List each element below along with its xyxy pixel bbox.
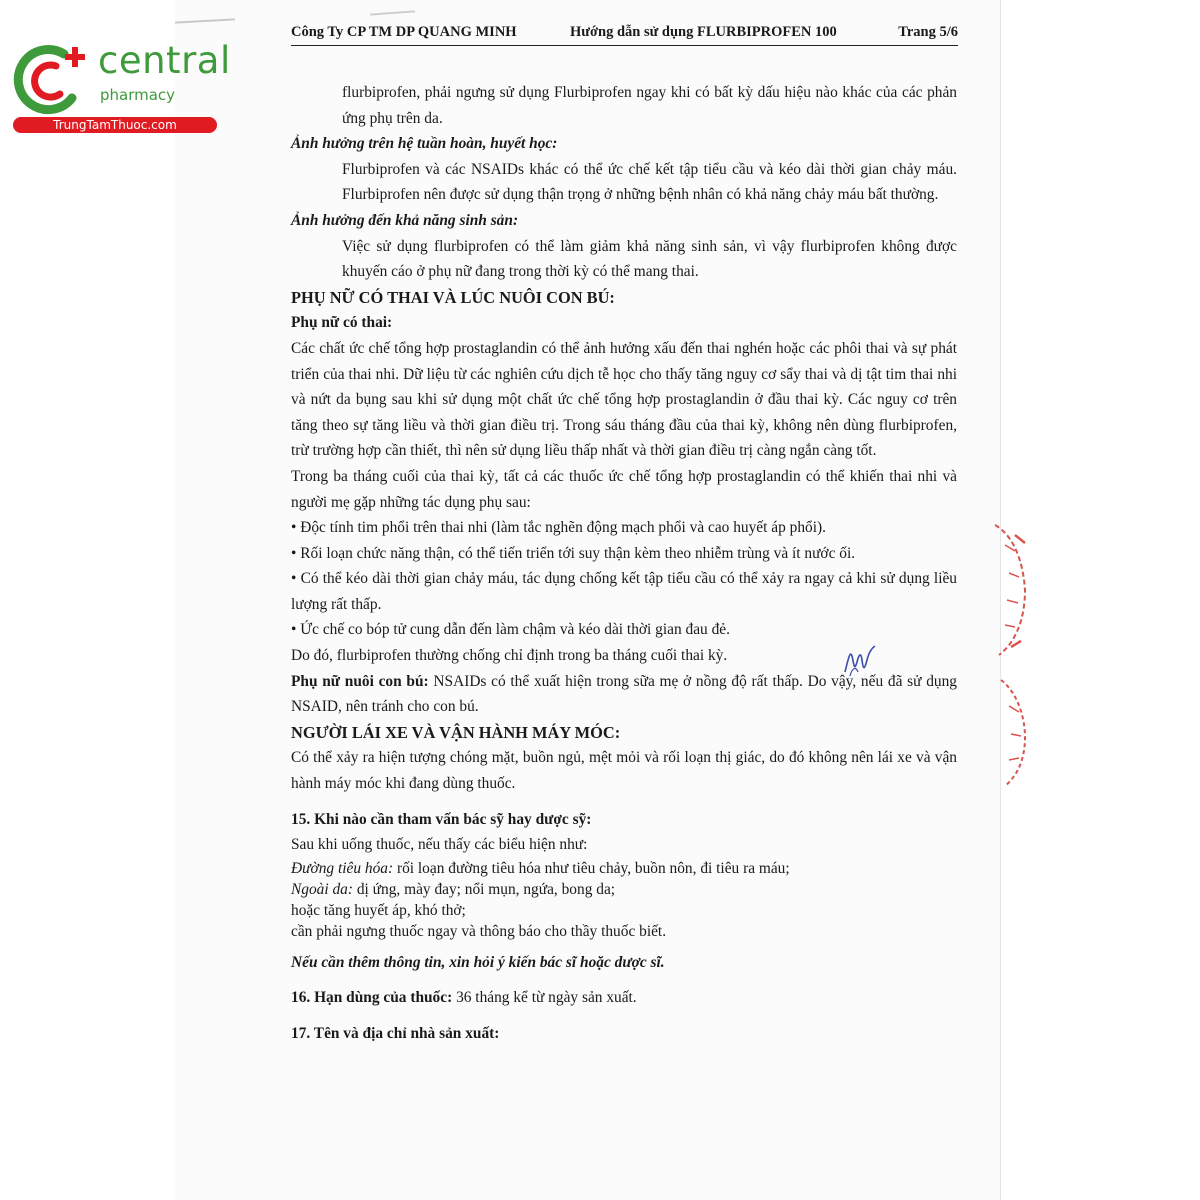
central-pharmacy-logo[interactable] (10, 38, 231, 138)
paragraph-more-info: Nếu cần thêm thông tin, xin hỏi ý kiến bác sĩ hoặc dược sĩ. (291, 953, 665, 971)
paragraph-bp: hoặc tăng huyết áp, khó thở; (291, 901, 466, 919)
paragraph-skin (291, 879, 957, 900)
skin-label: Ngoài da: (291, 880, 353, 898)
logo-brand: central (98, 39, 231, 82)
paragraph-skin-continued: flurbiprofen, phải ngưng sử dụng Flurbiprofen ngay khi có bất kỳ dấu hiệu nào khác của các phản ứng phụ trên da. (342, 84, 957, 127)
paragraph-pregnancy-1: Các chất ức chế tổng hợp prostaglandin có thể ảnh hưởng xấu đến thai nghén hoặc các phôi thai và sự phát triển của thai nhi. Dữ liệu từ các nghiên cứu dịch tễ học cho thấy tăng nguy cơ sẩy thai và dị tật tim thai nhi và nứt da bụng sau khi sử dụng một chất ức chế tổng hợp prostaglandin ở đầu thai kỳ. Các nguy cơ trên tăng theo sự tăng liều và thời gian điều trị. Trong sáu tháng đầu của thai kỳ, không nên dùng flurbiprofen, trừ trường hợp cần thiết, thì nên sử dụng liều thấp nhất và thời gian điều trị càng ngắn càng tốt. (291, 339, 957, 460)
heading-fertility: Ảnh hưởng đến khả năng sinh sản: (291, 211, 519, 229)
section-16-text: 36 tháng kể từ ngày sản xuất. (452, 989, 637, 1007)
list-item: • Độc tính tim phổi trên thai nhi (làm tắc nghẽn động mạch phổi và cao huyết áp phổi). (291, 519, 826, 537)
heading-driving: NGƯỜI LÁI XE VÀ VẬN HÀNH MÁY MÓC: (291, 722, 621, 742)
paragraph-stop: cần phải ngưng thuốc ngay và thông báo cho thầy thuốc biết. (291, 922, 667, 940)
header-company: Công Ty CP TM DP QUANG MINH (291, 24, 517, 40)
red-stamp (995, 672, 1035, 792)
pharmacy-cross-icon (12, 40, 92, 120)
logo-website[interactable]: TrungTamThuoc.com (13, 117, 217, 133)
gi-text: rối loạn đường tiêu hóa như tiêu chảy, buồn nôn, đi tiêu ra máu; (393, 859, 790, 877)
paragraph-circulatory: Flurbiprofen và các NSAIDs khác có thể ức chế kết tập tiểu cầu và kéo dài thời gian chảy máu. Flurbiprofen nên được sử dụng thận trọng ở những bệnh nhân có khả năng chảy máu bất thường. (342, 160, 957, 204)
heading-section-17: 17. Tên và địa chỉ nhà sản xuất: (291, 1025, 500, 1042)
paragraph-section-15-intro: Sau khi uống thuốc, nếu thấy các biểu hiện như: (291, 836, 588, 854)
heading-pregnancy: Phụ nữ có thai: (291, 314, 393, 332)
header-doc-title: Hướng dẫn sử dụng FLURBIPROFEN 100 (570, 24, 837, 40)
red-stamp (985, 515, 1035, 665)
skin-text: dị ứng, mày đay; nổi mụn, ngứa, bong da; (353, 880, 616, 898)
header-page-number: Trang 5/6 (898, 24, 958, 40)
gi-label: Đường tiêu hóa: (291, 859, 394, 877)
heading-lactation: Phụ nữ nuôi con bú: (291, 672, 429, 690)
list-item: • Có thể kéo dài thời gian chảy máu, tác dụng chống kết tập tiểu cầu có thể xảy ra ngay cả khi sử dụng liều lượng rất thấp. (291, 570, 957, 613)
paragraph-fertility: Việc sử dụng flurbiprofen có thể làm giảm khả năng sinh sản, vì vậy flurbiprofen không được khuyến cáo ở phụ nữ đang trong thời kỳ có thể mang thai. (342, 237, 957, 281)
heading-pregnancy-lactation: PHỤ NỮ CÓ THAI VÀ LÚC NUÔI CON BÚ: (291, 287, 615, 307)
paragraph-gi (291, 858, 957, 879)
paragraph-pregnancy-3: Do đó, flurbiprofen thường chống chỉ định trong ba tháng cuối thai kỳ. (291, 647, 728, 665)
paragraph-section-16 (291, 985, 957, 1011)
heading-section-15: 15. Khi nào cần tham vấn bác sỹ hay dược sỹ: (291, 810, 592, 828)
document-body (291, 80, 957, 1047)
list-item: • Rối loạn chức năng thận, có thể tiến triển tới suy thận kèm theo nhiễm trùng và ít nước ối. (291, 544, 856, 562)
heading-circulatory: Ảnh hưởng trên hệ tuần hoàn, huyết học: (291, 135, 558, 153)
list-item: • Ức chế co bóp tử cung dẫn đến làm chậm và kéo dài thời gian đau đẻ. (291, 621, 730, 639)
paragraph-driving: Có thể xảy ra hiện tượng chóng mặt, buồn ngủ, mệt mỏi và rối loạn thị giác, do đó không nên lái xe và vận hành máy móc khi đang dùng thuốc. (291, 749, 957, 793)
lactation-text: NSAIDs có thể xuất hiện trong sữa mẹ ở nồng độ rất thấp. Do vậy, nếu đã sử dụng NSAID, nên tránh cho con bú. (291, 672, 957, 716)
paragraph-pregnancy-2: Trong ba tháng cuối của thai kỳ, tất cả các thuốc ức chế tổng hợp prostaglandin có thể khiến thai nhi và người mẹ gặp những tác dụng phụ sau: (291, 467, 957, 511)
signature-mark (842, 642, 878, 680)
logo-subtitle: pharmacy (100, 86, 176, 104)
heading-section-16: 16. Hạn dùng của thuốc: (291, 989, 453, 1007)
page-header (291, 23, 958, 46)
